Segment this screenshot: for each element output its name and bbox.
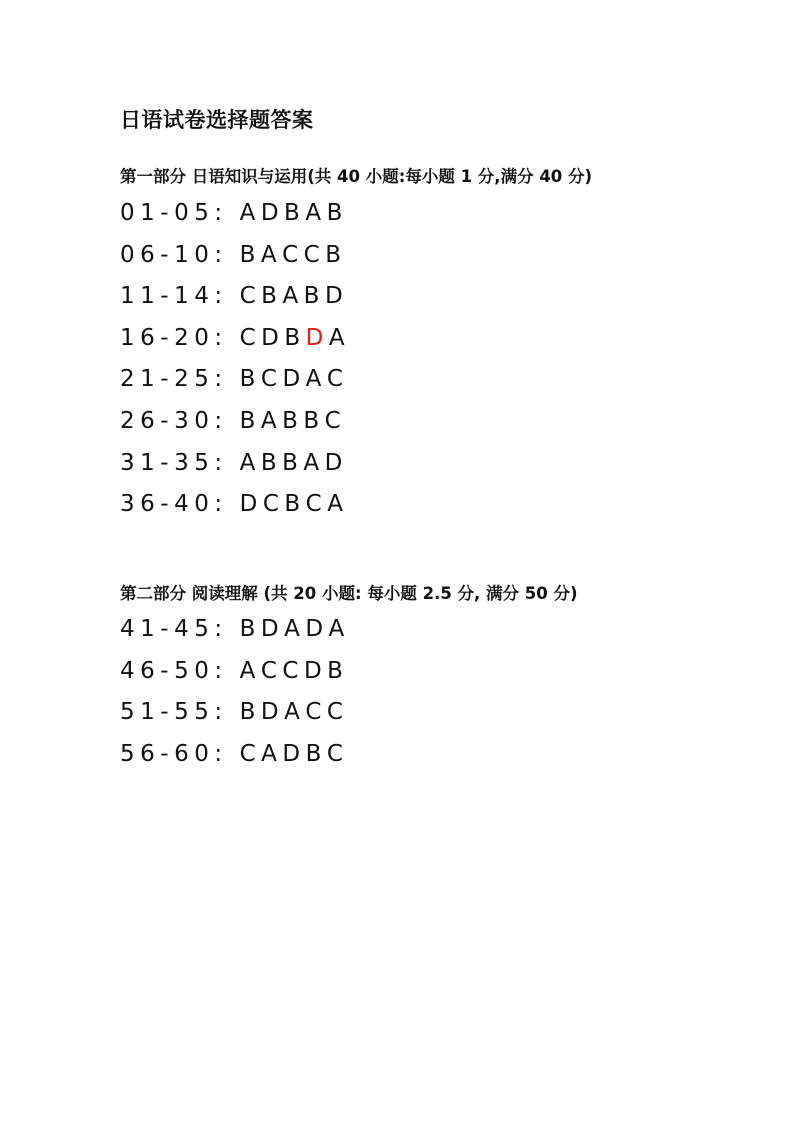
answer-letter: A bbox=[284, 616, 306, 642]
answer-letter: C bbox=[260, 658, 283, 684]
answer-letters bbox=[240, 325, 351, 351]
answer-row bbox=[120, 616, 350, 642]
answer-letter-highlighted: D bbox=[305, 325, 329, 351]
answer-range: 06-10: bbox=[120, 242, 228, 268]
answer-letter: B bbox=[282, 408, 304, 434]
answer-letter: A bbox=[328, 616, 350, 642]
answer-letter: D bbox=[282, 741, 306, 767]
answer-letter: B bbox=[325, 242, 347, 268]
answer-letter: C bbox=[326, 366, 349, 392]
answer-row bbox=[120, 366, 348, 392]
answer-letter: D bbox=[260, 200, 285, 226]
answer-letter: A bbox=[260, 242, 283, 268]
answer-letter: B bbox=[327, 658, 349, 684]
answer-range: 51-55: bbox=[120, 699, 228, 725]
answer-letters bbox=[240, 491, 349, 517]
answer-letters bbox=[240, 450, 348, 476]
answer-letter: B bbox=[239, 699, 261, 725]
section-heading-part-2: 第二部分 阅读理解 (共 20 小题: 每小题 2.5 分, 满分 50 分) bbox=[120, 584, 578, 603]
section-heading-part-1: 第一部分 日语知识与运用(共 40 小题:每小题 1 分,满分 40 分) bbox=[120, 167, 593, 186]
answer-letter: A bbox=[239, 450, 261, 476]
answer-letter: B bbox=[282, 450, 304, 476]
answer-letter: A bbox=[328, 325, 351, 351]
answer-letter: C bbox=[305, 491, 328, 517]
answer-letter: D bbox=[324, 283, 349, 309]
answer-row bbox=[120, 200, 348, 226]
answer-letter: B bbox=[303, 408, 325, 434]
answer-range: 41-45: bbox=[120, 616, 228, 642]
answer-row bbox=[120, 658, 348, 684]
answer-row bbox=[120, 450, 348, 476]
answer-letter: C bbox=[282, 658, 304, 684]
answer-letter: B bbox=[284, 491, 306, 517]
answer-letter: B bbox=[239, 242, 261, 268]
answer-letter: C bbox=[239, 283, 262, 309]
answer-range: 31-35: bbox=[120, 450, 228, 476]
answer-row bbox=[120, 491, 348, 517]
answer-letters bbox=[240, 616, 350, 642]
answer-letter: C bbox=[239, 325, 262, 351]
answer-letter: A bbox=[305, 366, 327, 392]
answer-row bbox=[120, 741, 348, 767]
answer-letter: A bbox=[303, 450, 325, 476]
answer-letter: D bbox=[282, 366, 306, 392]
answer-letter: B bbox=[261, 283, 283, 309]
answer-range: 21-25: bbox=[120, 366, 228, 392]
answer-letter: D bbox=[261, 325, 285, 351]
answer-letter: A bbox=[260, 408, 283, 434]
answer-letter: B bbox=[326, 200, 348, 226]
answer-range: 56-60: bbox=[120, 741, 228, 767]
answer-letter: A bbox=[284, 699, 306, 725]
answer-row bbox=[120, 325, 350, 351]
answer-row bbox=[120, 242, 347, 268]
answer-letters bbox=[240, 408, 347, 434]
answer-letter: C bbox=[282, 242, 304, 268]
answer-letters bbox=[240, 242, 347, 268]
document-title: 日语试卷选择题答案 bbox=[120, 108, 314, 132]
answer-letter: D bbox=[239, 491, 263, 517]
answer-letter: C bbox=[305, 699, 327, 725]
answer-letter: B bbox=[239, 616, 261, 642]
answer-letters bbox=[240, 741, 349, 767]
answer-letters bbox=[240, 283, 349, 309]
answer-letter: A bbox=[239, 200, 261, 226]
answer-letter: C bbox=[260, 366, 283, 392]
answer-range: 11-14: bbox=[120, 283, 228, 309]
answer-letter: D bbox=[303, 658, 328, 684]
answer-row bbox=[120, 408, 346, 434]
answer-letter: D bbox=[260, 616, 285, 642]
answer-letter: C bbox=[324, 408, 347, 434]
answer-letter: A bbox=[305, 200, 327, 226]
answer-row bbox=[120, 283, 348, 309]
answer-letter: B bbox=[260, 450, 283, 476]
answer-letter: B bbox=[284, 325, 306, 351]
answer-letter: C bbox=[326, 699, 349, 725]
answer-letter: C bbox=[239, 741, 262, 767]
answer-letter: A bbox=[239, 658, 261, 684]
answer-letters bbox=[240, 699, 349, 725]
answer-letter: C bbox=[262, 491, 285, 517]
answer-letter: D bbox=[305, 616, 329, 642]
answer-range: 36-40: bbox=[120, 491, 228, 517]
answer-letter: C bbox=[303, 242, 326, 268]
answer-range: 26-30: bbox=[120, 408, 228, 434]
answer-letter: B bbox=[303, 283, 325, 309]
answer-letter: A bbox=[282, 283, 304, 309]
answer-letter: B bbox=[239, 366, 261, 392]
answer-range: 16-20: bbox=[120, 325, 228, 351]
answer-letter: B bbox=[305, 741, 327, 767]
answer-letter: A bbox=[327, 491, 349, 517]
answer-range: 01-05: bbox=[120, 200, 228, 226]
answer-row bbox=[120, 699, 348, 725]
answer-letters bbox=[240, 366, 349, 392]
answer-letters bbox=[240, 658, 349, 684]
answer-letters bbox=[240, 200, 348, 226]
answer-letter: D bbox=[324, 450, 348, 476]
answer-letter: B bbox=[239, 408, 261, 434]
answer-letter: B bbox=[284, 200, 306, 226]
answer-letter: D bbox=[260, 699, 285, 725]
answer-range: 46-50: bbox=[120, 658, 228, 684]
answer-letter: A bbox=[261, 741, 283, 767]
answer-letter: C bbox=[326, 741, 349, 767]
